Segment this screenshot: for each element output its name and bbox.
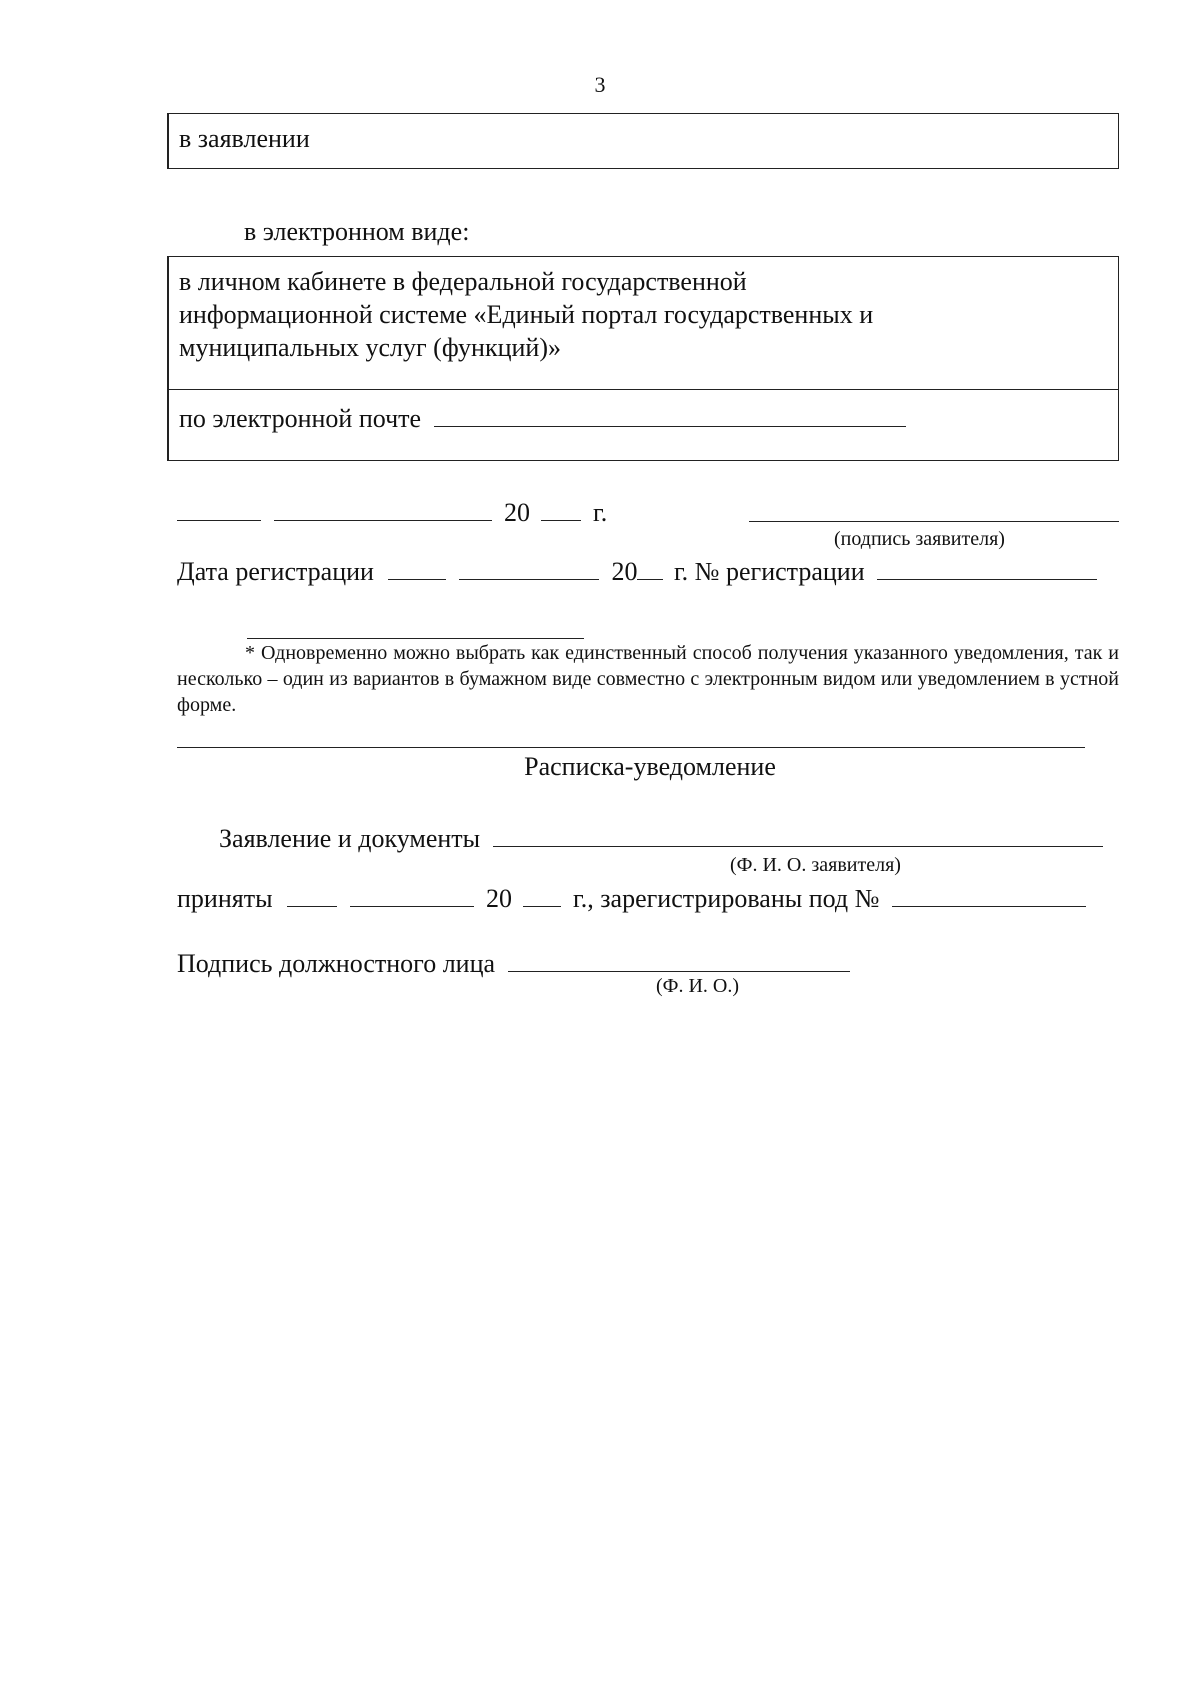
month-field[interactable] bbox=[274, 494, 492, 521]
paper-options-table bbox=[167, 113, 1119, 169]
registered-number-field[interactable] bbox=[892, 880, 1086, 907]
registration-year-field[interactable] bbox=[637, 553, 663, 580]
accepted-year-prefix: 20 bbox=[486, 884, 513, 913]
option-label bbox=[169, 257, 1119, 390]
official-signature-line bbox=[177, 945, 850, 980]
table-row bbox=[168, 257, 1119, 390]
footnote bbox=[177, 640, 1119, 718]
electronic-heading: в электронном виде: bbox=[244, 217, 470, 246]
accepted-day-field[interactable] bbox=[287, 880, 337, 907]
year-prefix: 20 bbox=[504, 498, 530, 527]
applicant-name-field[interactable] bbox=[493, 820, 1103, 847]
registration-year-prefix: 20 bbox=[611, 557, 638, 586]
accepted-year-field[interactable] bbox=[523, 880, 561, 907]
accepted-line bbox=[177, 880, 1086, 915]
applicant-caption: (Ф. И. О. заявителя) bbox=[730, 854, 901, 876]
registered-label: г., зарегистрированы под № bbox=[573, 884, 880, 913]
table-row bbox=[168, 114, 1119, 169]
documents-label: Заявление и документы bbox=[219, 824, 481, 853]
registration-day-field[interactable] bbox=[388, 553, 446, 580]
official-name-field[interactable] bbox=[508, 945, 850, 972]
footnote-divider bbox=[247, 638, 584, 639]
option-label bbox=[169, 390, 1119, 461]
documents-line bbox=[219, 820, 1103, 855]
registration-number-label: г. № регистрации bbox=[673, 557, 865, 586]
table-row bbox=[168, 390, 1119, 461]
email-field[interactable] bbox=[434, 400, 906, 427]
portal-option-label: в личном кабинете в федеральной государственной информационной системе «Единый портал государственных и муниципальных услуг (функций)» bbox=[179, 267, 874, 362]
official-caption: (Ф. И. О.) bbox=[656, 975, 740, 997]
receipt-title: Расписка-уведомление bbox=[524, 752, 776, 781]
registration-line bbox=[177, 553, 1097, 588]
registration-month-field[interactable] bbox=[459, 553, 599, 580]
day-field[interactable] bbox=[177, 494, 261, 521]
page-number: 3 bbox=[594, 72, 606, 97]
signature-field[interactable] bbox=[749, 521, 1119, 522]
registration-date-label: Дата регистрации bbox=[177, 557, 374, 586]
electronic-options-table bbox=[167, 256, 1119, 461]
registration-number-field[interactable] bbox=[877, 553, 1097, 580]
date-line bbox=[177, 494, 607, 529]
year-field[interactable] bbox=[541, 494, 581, 521]
section-divider bbox=[177, 747, 1085, 748]
official-signature-label: Подпись должностного лица bbox=[177, 949, 496, 978]
signature-caption: (подпись заявителя) bbox=[834, 528, 1005, 550]
option-label: в заявлении bbox=[169, 114, 1119, 169]
footnote-text: * Одновременно можно выбрать как единственный способ получения указанного уведомления, так и несколько – один из вариантов в бумажном виде совместно с электронным видом или уведомлением в устной форме. bbox=[177, 642, 1119, 716]
email-option-label: по электронной почте bbox=[179, 404, 422, 433]
accepted-month-field[interactable] bbox=[350, 880, 474, 907]
accepted-label: приняты bbox=[177, 884, 273, 913]
year-suffix: г. bbox=[593, 498, 608, 527]
